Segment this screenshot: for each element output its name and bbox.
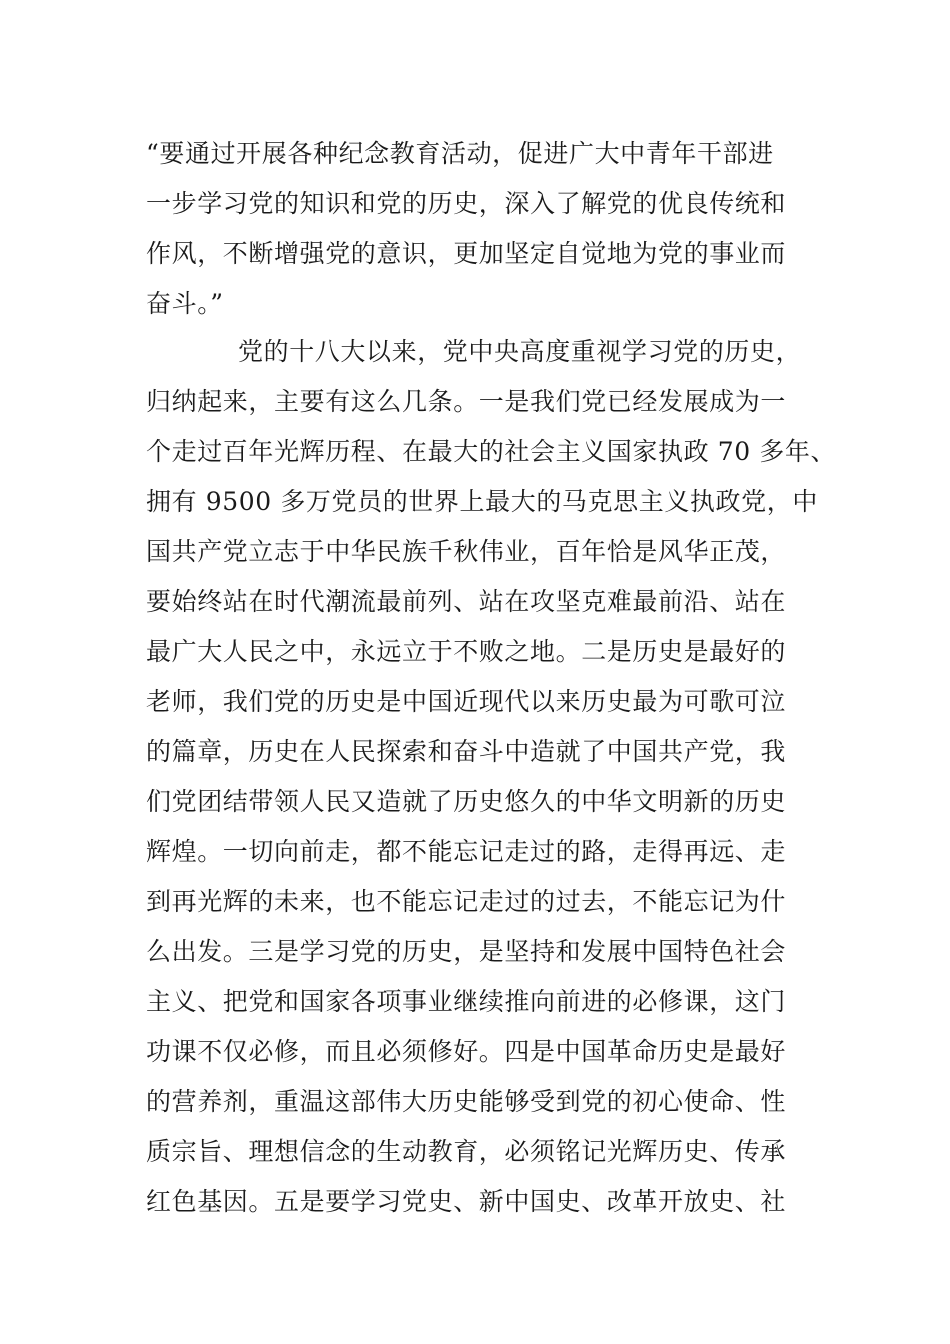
body-line: 最广大人民之中，永远立于不败之地。二是历史是最好的 xyxy=(146,637,787,666)
body-line: 拥有 9500 多万党员的世界上最大的马克思主义执政党，中 xyxy=(146,487,818,516)
body-line: 的篇章，历史在人民探索和奋斗中造就了中国共产党，我 xyxy=(146,737,787,766)
quote-line: 作风，不断增强党的意识，更加坚定自觉地为党的事业而 xyxy=(146,239,787,268)
body-line: 个走过百年光辉历程、在最大的社会主义国家执政 70 多年、 xyxy=(146,437,837,466)
body-line: 归纳起来，主要有这么几条。一是我们党已经发展成为一 xyxy=(146,387,787,416)
body-line: 功课不仅必修，而且必须修好。四是中国革命历史是最好 xyxy=(146,1037,787,1066)
body-line: 辉煌。一切向前走，都不能忘记走过的路，走得再远、走 xyxy=(146,837,787,866)
body-line: 们党团结带领人民又造就了历史悠久的中华文明新的历史 xyxy=(146,787,787,816)
body-line: 党的十八大以来，党中央高度重视学习党的历史， xyxy=(238,337,802,366)
body-line: 到再光辉的未来，也不能忘记走过的过去，不能忘记为什 xyxy=(146,887,787,916)
quote-line: 一步学习党的知识和党的历史，深入了解党的优良传统和 xyxy=(146,189,787,218)
body-line: 国共产党立志于中华民族千秋伟业，百年恰是风华正茂， xyxy=(146,537,787,566)
body-line: 要始终站在时代潮流最前列、站在攻坚克难最前沿、站在 xyxy=(146,587,787,616)
body-line: 红色基因。五是要学习党史、新中国史、改革开放史、社 xyxy=(146,1187,787,1216)
quote-paragraph xyxy=(146,129,826,329)
quote-line: 奋斗。” xyxy=(146,289,224,318)
body-line: 的营养剂，重温这部伟大历史能够受到党的初心使命、性 xyxy=(146,1087,787,1116)
body-line: 老师，我们党的历史是中国近现代以来历史最为可歌可泣 xyxy=(146,687,787,716)
body-line: 质宗旨、理想信念的生动教育，必须铭记光辉历史、传承 xyxy=(146,1137,787,1166)
body-line: 么出发。三是学习党的历史，是坚持和发展中国特色社会 xyxy=(146,937,787,966)
quote-line: “要通过开展各种纪念教育活动，促进广大中青年干部进 xyxy=(146,139,774,168)
body-paragraph xyxy=(146,327,837,1227)
body-line: 主义、把党和国家各项事业继续推向前进的必修课，这门 xyxy=(146,987,787,1016)
